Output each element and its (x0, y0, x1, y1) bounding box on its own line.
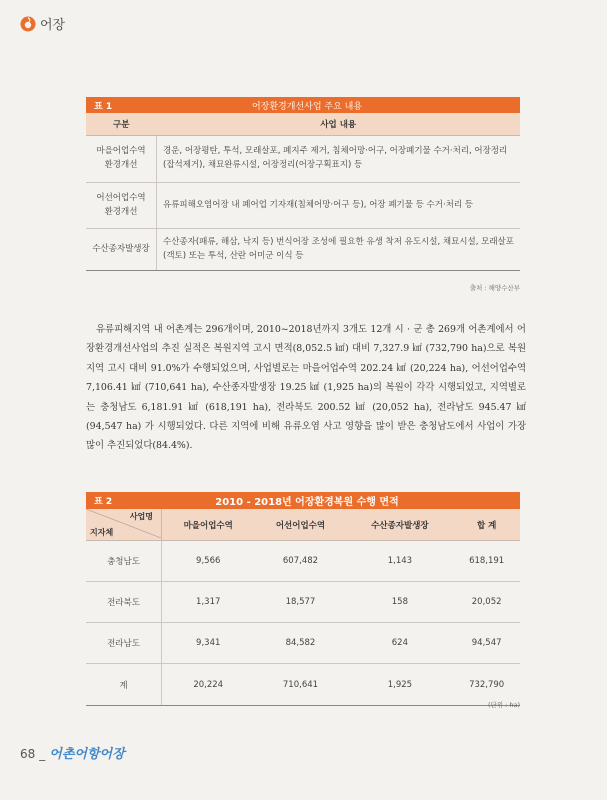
page-header (20, 14, 65, 33)
table-row (86, 229, 520, 271)
table2-cell: 20,052 (453, 582, 520, 623)
table2-cell: 20,224 (162, 664, 255, 706)
table2-header: 합 계 (453, 509, 520, 541)
table2-cell: 1,925 (347, 664, 454, 706)
table2-region: 전라남도 (86, 623, 162, 664)
table2-region: 전라북도 (86, 582, 162, 623)
table2-corner-header (86, 509, 162, 541)
section-title: 어장 (40, 18, 66, 33)
fish-logo-icon (20, 16, 36, 32)
corner-project-label: 사업명 (129, 512, 153, 521)
table2-cell: 84,582 (254, 623, 346, 664)
table1-row-content: 수산종자(패류, 해삼, 낙지 등) 번식어장 조성에 필요한 유생 착저 유도시설, 채묘시설, 모래살포(객토) 또는 투석, 산란 어미군 이식 등 (157, 229, 521, 271)
table-row (86, 582, 520, 623)
table-row (86, 664, 520, 706)
table2-cell: 1,317 (162, 582, 255, 623)
magazine-title: 어촌어항어장 (49, 747, 125, 762)
table2-cell: 9,566 (162, 541, 255, 582)
body-paragraph (86, 320, 526, 456)
table1-row-content: 경운, 어장평탄, 투석, 모래살포, 폐지주 제거, 침체어망·어구, 어장폐기물 수거·처리, 어장정리(잡석제거), 채묘완류시설, 어장정리(어장구획표지) 등 (157, 136, 521, 183)
table2-number: 표 2 (94, 497, 113, 507)
body-text: 유류피해지역 내 어촌계는 296개이며, 2010~2018년까지 3개도 12개 시 · 군 총 269개 어촌계에서 어장환경개선사업의 추진 실적은 복원지역 고시 면적(8,052.5 ㎢) 대비 7,327.9 ㎢ (732,790 ha)으로 복원지역 고시 대비 91.0%가 수행되었으며, 사업별로는 마을어업수역 202.24 ㎢ (20,224 ha), 어선어업수역 7,106.41 ㎢ (710,641 ha), 수산종자발생장 19.25 ㎢ (1,925 ha)의 복원이 각각 시행되었고, 지역별로는 충청남도 6,181.91 ㎢ (618,191 ha), 전라북도 200.52 ㎢ (20,052 ha), 전라남도 945.47 ㎢ (94,547 ha) 가 시행되었다. 다른 지역에 비해 유류오염 사고 영향을 많이 받은 충청남도에서 사업이 가장 많이 추진되었다(84.4%). (86, 324, 526, 452)
table2-cell: 1,143 (347, 541, 454, 582)
table1-source: 출처 : 해양수산부 (469, 284, 520, 292)
table2-cell: 18,577 (254, 582, 346, 623)
table1-row-category: 마을어업수역 환경개선 (86, 136, 157, 183)
footer-separator: _ (39, 747, 46, 761)
table2-caption-bar (86, 492, 520, 509)
table2-cell: 618,191 (453, 541, 520, 582)
table2-cell: 9,341 (162, 623, 255, 664)
table1-number: 표 1 (94, 101, 113, 112)
corner-region-label: 지자체 (90, 528, 114, 537)
table2-cell: 158 (347, 582, 454, 623)
table2-header: 어선어업수역 (254, 509, 346, 541)
table2-cell: 732,790 (453, 664, 520, 706)
table2-region: 충청남도 (86, 541, 162, 582)
table-row (86, 623, 520, 664)
table1 (86, 97, 520, 292)
table1-header-category: 구분 (86, 113, 157, 136)
table1-row-category: 수산종자발생장 (86, 229, 157, 271)
table2-grid (86, 509, 520, 706)
table1-grid (86, 113, 520, 271)
table2-unit: (단위 : ha) (487, 701, 520, 709)
table2-cell: 94,547 (453, 623, 520, 664)
table1-row-category: 어선어업수역 환경개선 (86, 183, 157, 229)
page-footer (20, 743, 125, 762)
table2-header: 마을어업수역 (162, 509, 255, 541)
table-row (86, 136, 520, 183)
table1-caption-bar (86, 97, 520, 113)
table2-header: 수산종자발생장 (347, 509, 454, 541)
table2-cell: 710,641 (254, 664, 346, 706)
table-row (86, 183, 520, 229)
table2-cell: 624 (347, 623, 454, 664)
table2 (86, 492, 520, 709)
table2-region: 계 (86, 664, 162, 706)
table2-caption: 2010 - 2018년 어장환경복원 수행 면적 (215, 497, 399, 508)
table-row (86, 541, 520, 582)
table2-cell: 607,482 (254, 541, 346, 582)
table1-caption: 어장환경개선사업 주요 내용 (251, 101, 363, 112)
table1-header-content: 사업 내용 (157, 113, 521, 136)
page-number: 68 (20, 747, 36, 761)
table1-row-content: 유류피해오염어장 내 폐어업 기자재(침체어망·어구 등), 어장 폐기물 등 수거·처리 등 (157, 183, 521, 229)
